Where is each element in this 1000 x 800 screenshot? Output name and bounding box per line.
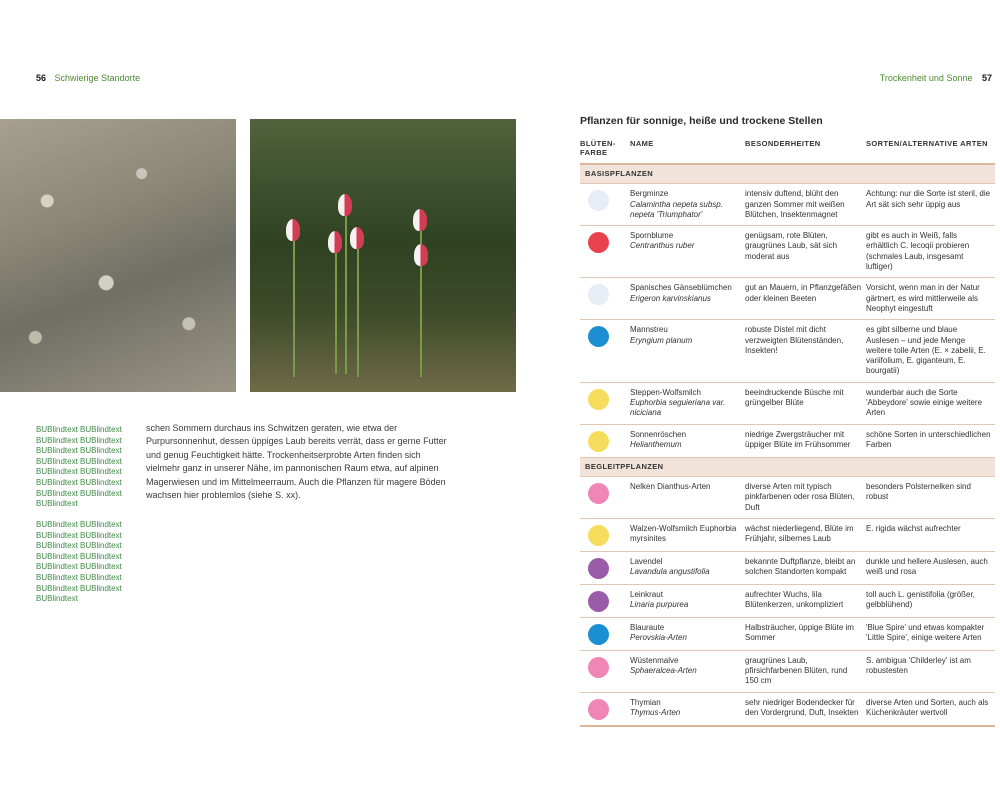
table-header-row <box>580 135 995 164</box>
plant-name-cell <box>630 278 745 320</box>
bloom-color-cell <box>580 617 630 650</box>
tulip-flower <box>350 227 364 249</box>
bloom-color-cell <box>580 650 630 692</box>
plant-common-name: Mannstreu <box>630 325 668 335</box>
bloom-color-swatch <box>588 591 609 612</box>
bloom-color-swatch <box>588 699 609 720</box>
plant-latin-name: Sphaeralcea-Arten <box>630 666 697 676</box>
bloom-color-swatch <box>588 525 609 546</box>
plant-common-name: Leinkraut <box>630 589 663 599</box>
plant-table <box>580 135 995 727</box>
varieties-cell: wunderbar auch die Sorte 'Abbeydore' sowie einige weitere Arten <box>866 382 995 424</box>
plant-latin-name: Linaria purpurea <box>630 600 689 610</box>
bloom-color-cell <box>580 424 630 457</box>
features-cell: graugrünes Laub, pfirsichfarbenen Blüten, rund 150 cm <box>745 650 866 692</box>
features-cell: sehr niedriger Bodendecker für den Vordergrund, Duft, Insekten <box>745 692 866 726</box>
bloom-color-swatch <box>588 558 609 579</box>
section-label: BEGLEITPFLANZEN <box>580 457 995 476</box>
features-cell: niedrige Zwergsträucher mit üppiger Blüte im Frühsommer <box>745 424 866 457</box>
bloom-color-cell <box>580 226 630 278</box>
bloom-color-cell <box>580 320 630 382</box>
varieties-cell: dunkle und hellere Auslesen, auch weiß und rosa <box>866 551 995 584</box>
plant-latin-name: Thymus-Arten <box>630 708 681 718</box>
margin-note-placeholder: BUBlindtext BUBlindtext BUBlindtext BUBlindtext BUBlindtext BUBlindtext BUBlindtext BUBlindtext BUBlindtext BUBlindtext BUBlindtext BUBlindtext BUBlindtext BUBlindtext BUBlindtext <box>36 425 122 509</box>
plant-latin-name: Calamintha nepeta subsp. nepeta 'Triumphator' <box>630 199 723 219</box>
bloom-color-cell <box>580 476 630 518</box>
plant-name-cell <box>630 650 745 692</box>
tulip-flower <box>338 194 352 216</box>
plant-name-cell <box>630 584 745 617</box>
section-header-row <box>580 164 995 184</box>
varieties-cell: schöne Sorten in unterschiedlichen Farben <box>866 424 995 457</box>
bloom-color-swatch <box>588 284 609 305</box>
table-row <box>580 551 995 584</box>
folio-left <box>36 73 140 83</box>
varieties-cell: Achtung: nur die Sorte ist steril, die Art sät sich sehr üppig aus <box>866 184 995 226</box>
features-cell: Halbsträucher, üppige Blüte im Sommer <box>745 617 866 650</box>
table-title: Pflanzen für sonnige, heiße und trockene Stellen <box>580 115 823 127</box>
features-cell: intensiv duftend, blüht den ganzen Sommer mit weißen Blütchen, Insektenmagnet <box>745 184 866 226</box>
bloom-color-cell <box>580 551 630 584</box>
plant-name-cell <box>630 518 745 551</box>
header-name: NAME <box>630 135 745 164</box>
plant-latin-name: Erigeron karvinskianus <box>630 293 711 303</box>
bloom-color-swatch <box>588 232 609 253</box>
bloom-color-cell <box>580 584 630 617</box>
body-paragraph: schen Sommern durchaus ins Schwitzen geraten, wie etwa der Purpursonnenhut, dessen üppiges Laub bereits verrät, dass er gerne Futter und genug Feuchtigkeit hätte. Trockenheitserprobte Arten finden sich vielmehr ganz in unserer Nähe, im pannonischen Raum etwa, auf alpinen Magerwiesen und im Mittelmeerraum. Auch die Pflanzen für magere Böden wachsen hier problemlos (siehe S. xx). <box>146 423 447 501</box>
features-cell: aufrechter Wuchs, lila Blütenkerzen, unkompliziert <box>745 584 866 617</box>
plant-name-cell <box>630 551 745 584</box>
header-features: BESONDERHEITEN <box>745 135 866 164</box>
table-row <box>580 476 995 518</box>
bloom-color-cell <box>580 692 630 726</box>
folio-right <box>880 73 992 83</box>
plant-latin-name: Lavandula angustifolia <box>630 567 710 577</box>
plant-common-name: Sonnenröschen <box>630 429 687 439</box>
varieties-cell: 'Blue Spire' und etwas kompakter 'Little Spire', einige weitere Arten <box>866 617 995 650</box>
table-row <box>580 584 995 617</box>
varieties-cell: besonders Polsternelken sind robust <box>866 476 995 518</box>
plant-name-cell <box>630 476 745 518</box>
bloom-color-swatch <box>588 190 609 211</box>
bloom-color-cell <box>580 518 630 551</box>
plant-latin-name: Centranthus ruber <box>630 241 695 251</box>
plant-latin-name: Perovskia-Arten <box>630 633 687 643</box>
tulip-flower <box>413 209 427 231</box>
plant-common-name: Nelken Dianthus-Arten <box>630 481 711 491</box>
varieties-cell: Vorsicht, wenn man in der Natur gärtnert, es wird mittlerweile als Neophyt eingestuft <box>866 278 995 320</box>
table-body <box>580 164 995 726</box>
plant-name-cell <box>630 184 745 226</box>
table-row <box>580 650 995 692</box>
bloom-color-swatch <box>588 657 609 678</box>
table-row <box>580 226 995 278</box>
bloom-color-swatch <box>588 624 609 645</box>
plant-name-cell <box>630 424 745 457</box>
plant-latin-name: Helianthemum <box>630 439 682 449</box>
photo-wild-tulips <box>250 119 516 392</box>
features-cell: diverse Arten mit typisch pinkfarbenen oder rosa Blüten, Duft <box>745 476 866 518</box>
table-row <box>580 320 995 382</box>
section-header-row <box>580 457 995 476</box>
table-row <box>580 617 995 650</box>
running-head-right: Trockenheit und Sonne <box>879 73 973 83</box>
features-cell: beeindruckende Büsche mit grüngelber Blüte <box>745 382 866 424</box>
plant-name-cell <box>630 692 745 726</box>
plant-common-name: Steppen-Wolfsmilch <box>630 387 701 397</box>
bloom-color-swatch <box>588 389 609 410</box>
table-row <box>580 184 995 226</box>
varieties-cell: toll auch L. genistifolia (größer, gelbblühend) <box>866 584 995 617</box>
running-head-left: Schwierige Standorte <box>54 73 141 83</box>
varieties-cell: es gibt silberne und blaue Auslesen – und jede Menge weitere tolle Arten (E. × zabelii, E. variifolium, E. giganteum, E. bourgatii) <box>866 320 995 382</box>
features-cell: robuste Distel mit dicht verzweigten Blütenständen, Insekten! <box>745 320 866 382</box>
header-varieties: SORTEN/ALTERNATIVE ARTEN <box>866 135 995 164</box>
plant-common-name: Thymian <box>630 697 661 707</box>
photo-eryngium-sea-holly <box>0 119 236 392</box>
plant-latin-name: Eryngium planum <box>630 335 693 345</box>
page-number-right: 57 <box>981 73 992 83</box>
table-row <box>580 424 995 457</box>
plant-common-name: Spanisches Gänseblümchen <box>630 283 732 293</box>
features-cell: wächst niederliegend, Blüte im Frühjahr, silbernes Laub <box>745 518 866 551</box>
tulip-flower <box>414 244 428 266</box>
bloom-color-swatch <box>588 483 609 504</box>
varieties-cell: diverse Arten und Sorten, auch als Küchenkräuter wertvoll <box>866 692 995 726</box>
plant-name-cell <box>630 382 745 424</box>
plant-table-block <box>580 115 995 727</box>
header-bloom-color: BLÜTEN-FARBE <box>580 135 630 164</box>
section-label: BASISPFLANZEN <box>580 164 995 184</box>
plant-common-name: Walzen-Wolfsmilch Euphorbia myrsinites <box>630 523 737 544</box>
plant-common-name: Spornblume <box>630 231 674 241</box>
bloom-color-swatch <box>588 326 609 347</box>
table-row <box>580 518 995 551</box>
tulip-flower <box>286 219 300 241</box>
bloom-color-swatch <box>588 431 609 452</box>
plant-common-name: Bergminze <box>630 189 669 199</box>
bloom-color-cell <box>580 184 630 226</box>
table-row <box>580 278 995 320</box>
features-cell: gut an Mauern, in Pflanzgefäßen oder kleinen Beeten <box>745 278 866 320</box>
plant-common-name: Lavendel <box>630 556 663 566</box>
bloom-color-cell <box>580 382 630 424</box>
bloom-color-cell <box>580 278 630 320</box>
tulip-flower <box>328 231 342 253</box>
plant-common-name: Blauraute <box>630 622 665 632</box>
varieties-cell: gibt es auch in Weiß, falls erhältlich C. lecoqii probieren (schmales Laub, insgesamt luftiger) <box>866 226 995 278</box>
plant-common-name: Wüstenmalve <box>630 655 679 665</box>
margin-note-placeholder: BUBlindtext BUBlindtext BUBlindtext BUBlindtext BUBlindtext BUBlindtext BUBlindtext BUBlindtext BUBlindtext BUBlindtext BUBlindtext BUBlindtext BUBlindtext BUBlindtext BUBlindtext <box>36 520 122 604</box>
varieties-cell: S. ambigua 'Childerley' ist am robustesten <box>866 650 995 692</box>
features-cell: genügsam, rote Blüten, graugrünes Laub, sät sich moderat aus <box>745 226 866 278</box>
table-row <box>580 692 995 726</box>
page-number-left: 56 <box>36 73 47 83</box>
plant-name-cell <box>630 226 745 278</box>
plant-name-cell <box>630 320 745 382</box>
plant-name-cell <box>630 617 745 650</box>
features-cell: bekannte Duftpflanze, bleibt an solchen Standorten kompakt <box>745 551 866 584</box>
varieties-cell: E. rigida wächst aufrechter <box>866 518 995 551</box>
table-row <box>580 382 995 424</box>
plant-latin-name: Euphorbia seguieriana var. niciciana <box>630 398 726 418</box>
